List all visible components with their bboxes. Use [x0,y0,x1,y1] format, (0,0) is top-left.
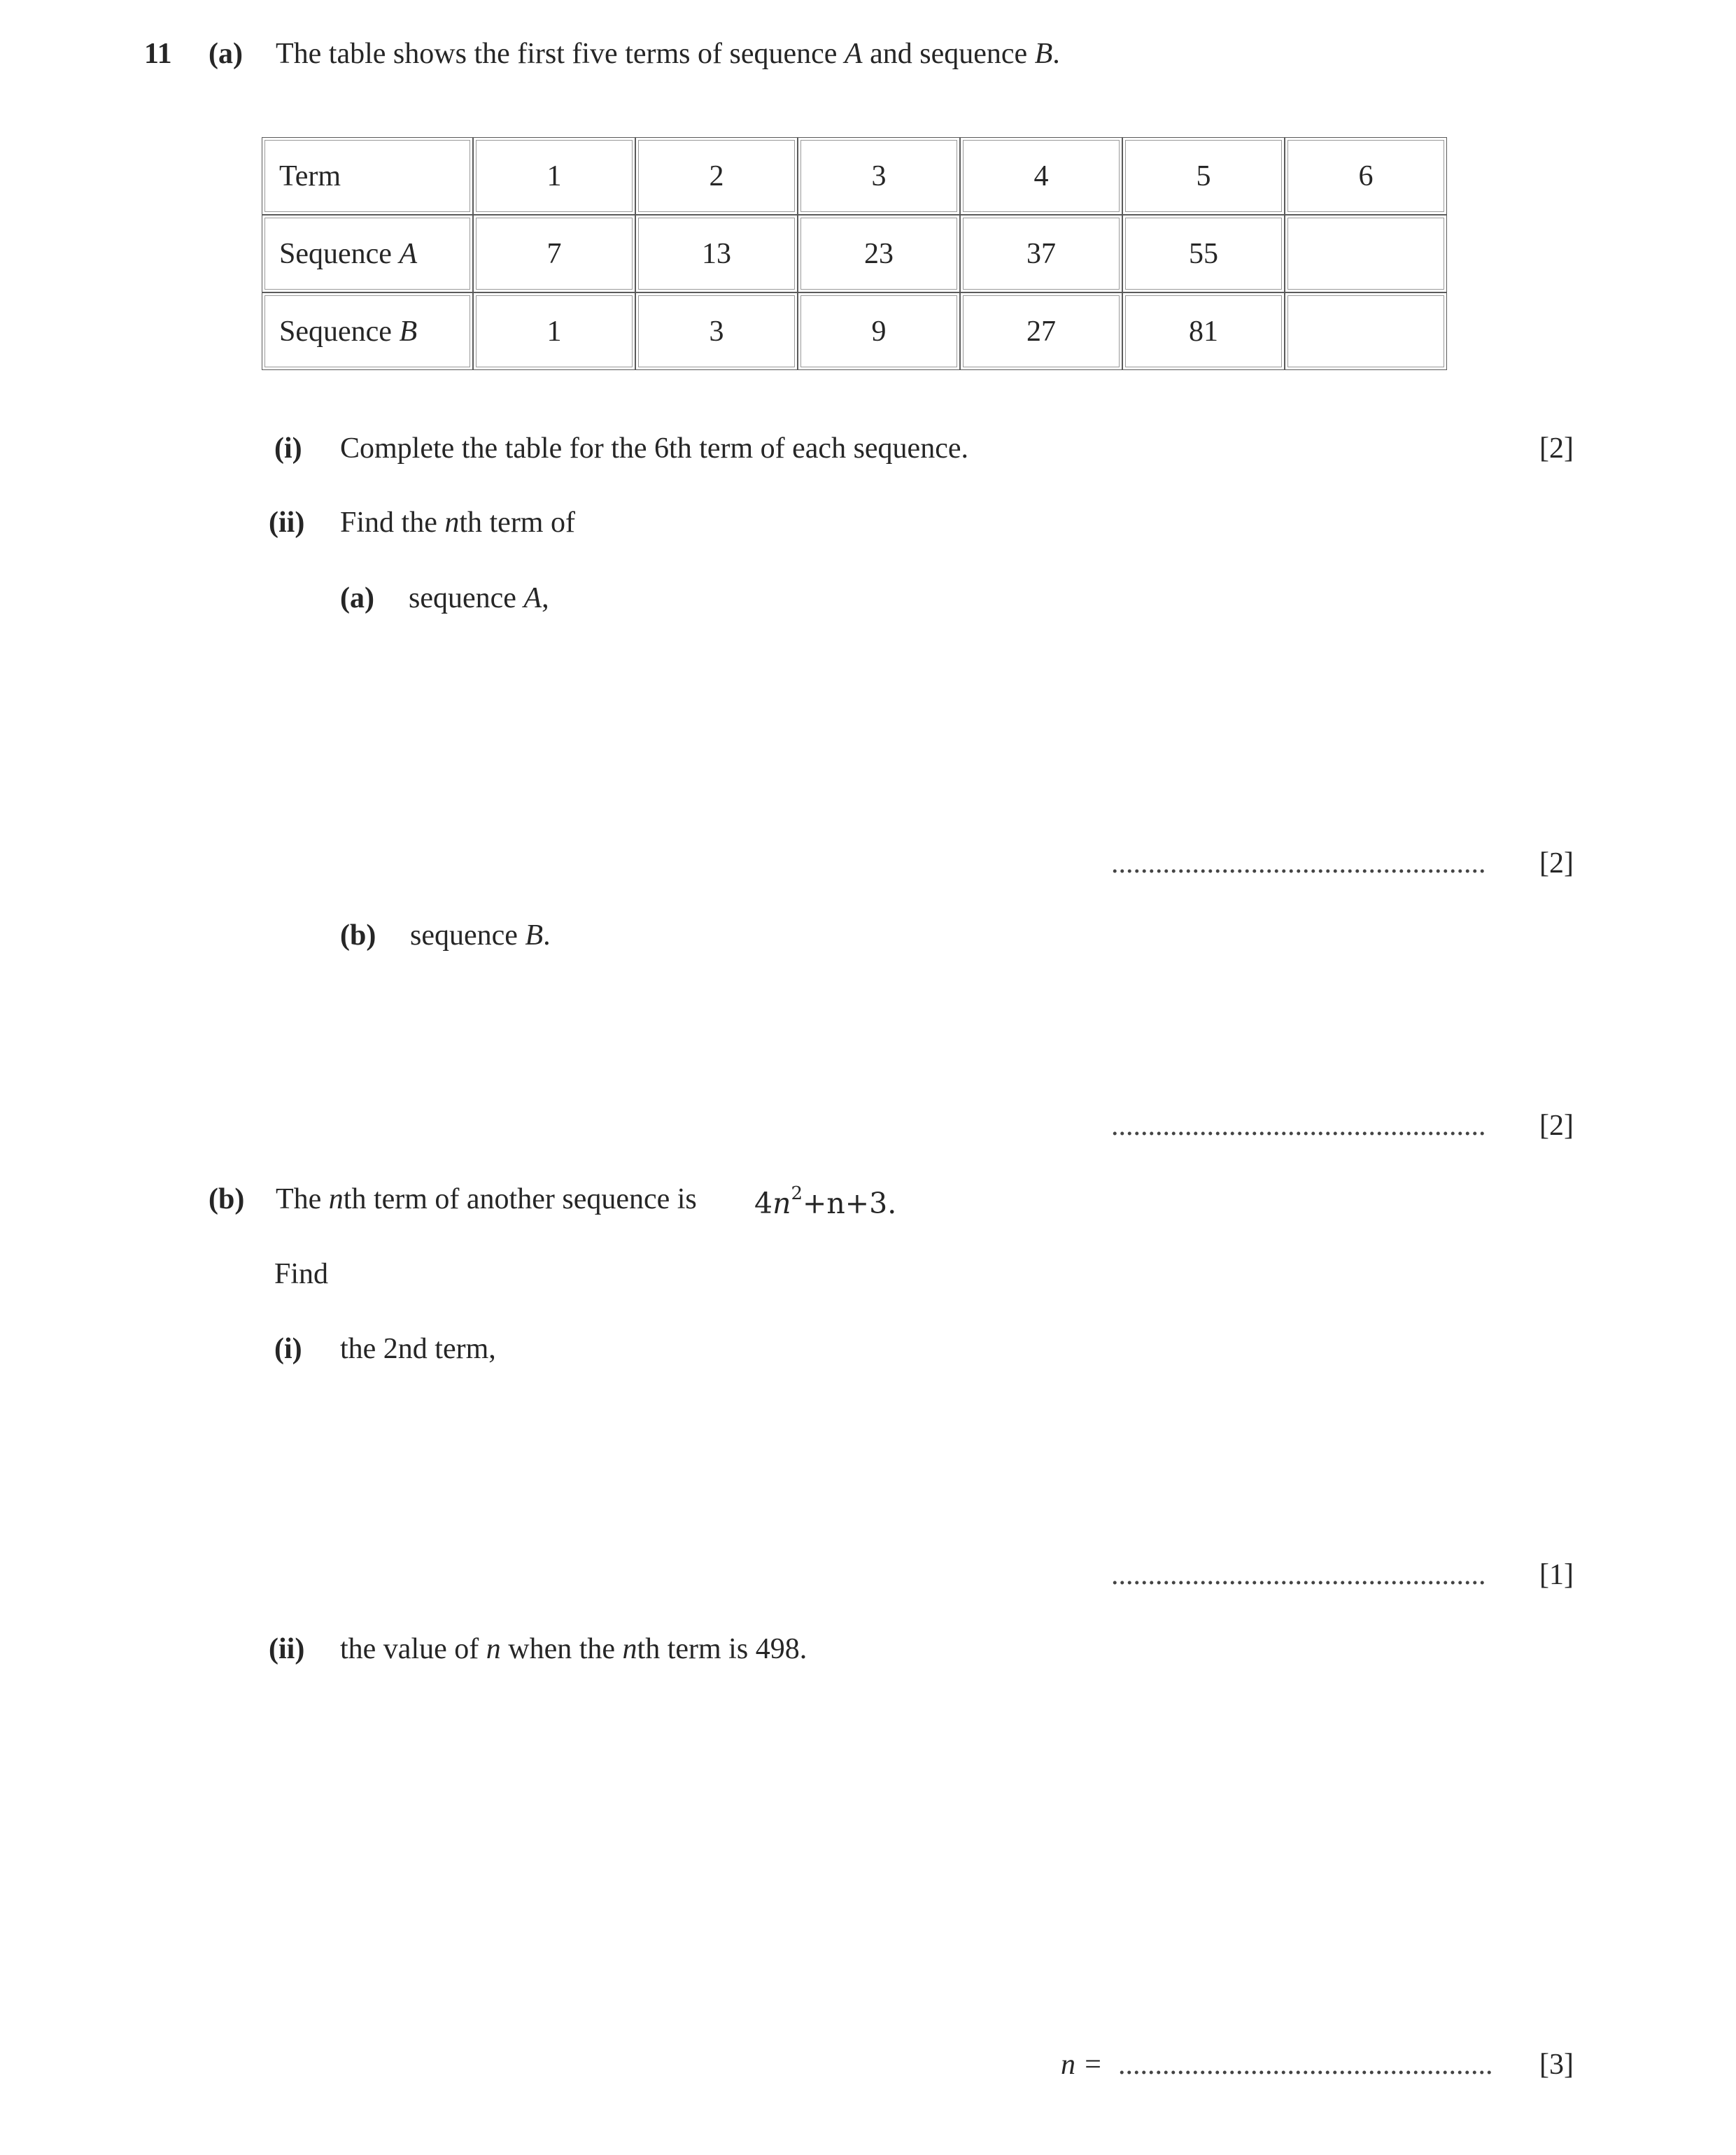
answer-cell-sequence-b-term-6[interactable] [1285,292,1447,370]
table-cell: 13 [635,215,798,292]
table-cell: 27 [960,292,1122,370]
table-cell: 37 [960,215,1122,292]
table-row-term [262,137,1447,215]
question-number: 11 [144,38,172,70]
answer-line-a-ii-b[interactable]: ................................................... [1111,1110,1486,1142]
table-cell: 3 [635,292,798,370]
row-label: Sequence A [262,215,473,292]
part-a-ii-text: Find the nth term of [340,507,575,539]
find-label: Find [274,1258,329,1290]
part-b-text: The nth term of another sequence is [276,1183,697,1215]
table-cell: 23 [798,215,960,292]
table-cell: 55 [1122,215,1285,292]
marks-a-i: [2] [1539,432,1574,465]
table-cell: 1 [473,137,635,215]
part-a-intro: The table shows the first five terms of sequence A and sequence B. [276,38,1060,70]
answer-line-b-ii[interactable]: ................................................... [1118,2049,1493,2081]
part-a-i-label: (i) [274,432,302,465]
part-b-i-text: the 2nd term, [340,1333,496,1365]
sub-b-label: (b) [340,919,376,952]
answer-cell-sequence-a-term-6[interactable] [1285,215,1447,292]
table-cell: 2 [635,137,798,215]
row-label: Term [262,137,473,215]
sequence-table [262,137,1447,370]
part-a-ii-label: (ii) [269,507,305,539]
part-b-ii-text: the value of n when the nth term is 498. [340,1633,807,1665]
sub-b-text: sequence B. [410,919,551,952]
part-b-ii-label: (ii) [269,1633,305,1665]
table-cell: 9 [798,292,960,370]
answer-line-b-i[interactable]: ................................................... [1111,1559,1486,1591]
table-cell: 81 [1122,292,1285,370]
nth-term-expression: $4n^2+n+3$. [754,1183,897,1220]
table-cell: 3 [798,137,960,215]
marks-b-ii: [3] [1539,2049,1574,2081]
sub-a-label: (a) [340,582,374,614]
row-label: Sequence B [262,292,473,370]
marks-b-i: [1] [1539,1559,1574,1591]
part-b-i-label: (i) [274,1333,302,1365]
table-cell: 6 [1285,137,1447,215]
table-cell: 7 [473,215,635,292]
n-equals-label: n = [1061,2049,1103,2081]
part-b-label: (b) [209,1183,245,1215]
part-a-i-text: Complete the table for the 6th term of each sequence. [340,432,968,465]
table-cell: 4 [960,137,1122,215]
marks-a-ii-a: [2] [1539,847,1574,879]
answer-line-a-ii-a[interactable]: ................................................... [1111,847,1486,879]
part-a-label: (a) [209,38,243,70]
table-row-sequence-a [262,215,1447,292]
table-row-sequence-b [262,292,1447,370]
table-cell: 1 [473,292,635,370]
marks-a-ii-b: [2] [1539,1110,1574,1142]
table-cell: 5 [1122,137,1285,215]
sub-a-text: sequence A, [409,582,549,614]
